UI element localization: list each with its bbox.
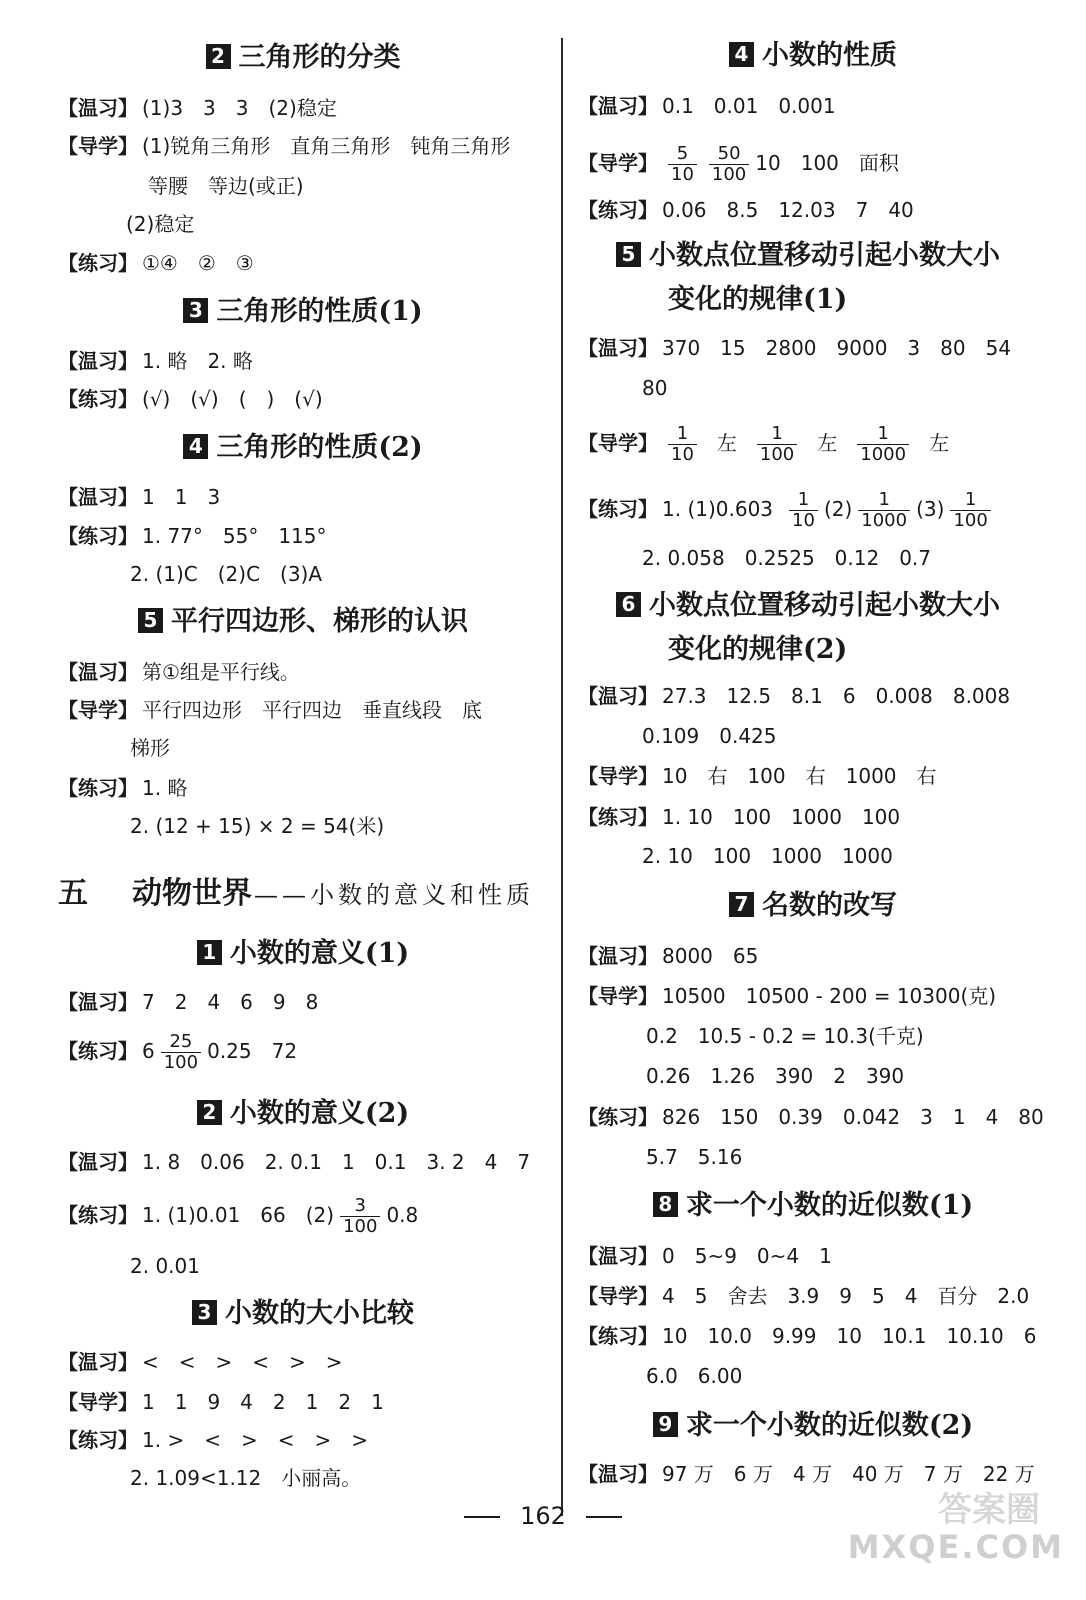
answer-text: 10 10.0 9.99 10 10.1 10.10 6 <box>662 1324 1037 1348</box>
answer-continuation: 2. (12 + 15) × 2 = 54(米) <box>130 814 385 838</box>
answer-continuation: 2. 0.01 <box>130 1254 200 1278</box>
tag-lianxi: 【练习】 <box>578 198 658 222</box>
fraction-denominator: 100 <box>343 1216 378 1237</box>
fraction <box>789 490 818 531</box>
answer-continuation: 2. 0.058 0.2525 0.12 0.7 <box>642 546 932 570</box>
answer-continuation: 80 <box>642 376 668 400</box>
tag-wenxi: 【温习】 <box>578 1244 658 1268</box>
fraction <box>340 1196 380 1237</box>
tag-lianxi: 【练习】 <box>58 524 138 548</box>
answer-row <box>578 1322 1036 1350</box>
answer-text: 97 万 6 万 4 万 40 万 7 万 22 万 <box>662 1462 1035 1486</box>
section-title <box>578 1406 1048 1446</box>
tag-lianxi: 【练习】 <box>58 776 138 800</box>
answer-text: (1)3 3 3 (2)稳定 <box>142 96 337 120</box>
fraction-numerator: 50 <box>709 144 749 165</box>
section-number-badge: 9 <box>653 1412 678 1437</box>
answer-row <box>58 1148 530 1176</box>
answer-row <box>58 774 187 802</box>
tag-daoxue: 【导学】 <box>58 1390 138 1414</box>
page-number-dash <box>464 1516 500 1518</box>
section-title-text: 小数的大小比较 <box>225 1298 414 1329</box>
answer-row <box>58 483 220 511</box>
answer-text: 826 150 0.39 0.042 3 1 4 80 <box>662 1105 1044 1129</box>
answer-text: 0.06 8.5 12.03 7 40 <box>662 198 914 222</box>
answer-row <box>578 762 937 790</box>
answer-text: (3) <box>916 497 945 521</box>
answer-text: 1. (1)0.603 <box>662 497 774 521</box>
tag-lianxi: 【练习】 <box>58 251 138 275</box>
answer-continuation: 0.2 10.5 - 0.2 = 10.3(千克) <box>646 1024 924 1048</box>
answer-row <box>58 1388 384 1416</box>
section-title-text: 小数的意义(2) <box>229 1098 410 1129</box>
answer-row <box>578 196 914 224</box>
column-divider <box>561 38 563 1516</box>
fraction-denominator: 100 <box>953 510 988 531</box>
answer-row <box>58 1032 297 1073</box>
answer-text: 左 <box>716 431 737 455</box>
section-number-badge: 8 <box>653 1192 678 1217</box>
fraction-numerator: 25 <box>161 1032 201 1053</box>
fraction-denominator: 1000 <box>861 510 908 531</box>
answer-text: 1 1 9 4 2 1 2 1 <box>142 1390 384 1414</box>
answer-text: 1. (1)0.01 66 (2) <box>142 1203 335 1227</box>
section-title-text: 小数的性质 <box>762 40 897 71</box>
fraction-numerator: 5 <box>668 144 697 165</box>
answer-text: 平行四边形 平行四边 垂直线段 底 <box>142 698 482 722</box>
answer-text: 1. 10 100 1000 100 <box>662 805 901 829</box>
answer-row <box>578 1282 1029 1310</box>
answer-text: 1. 8 0.06 2. 0.1 1 0.1 3. 2 4 7 <box>142 1150 531 1174</box>
answer-text: 10 100 面积 <box>755 151 899 175</box>
section-title-text: 三角形的性质(2) <box>216 432 423 463</box>
answer-row <box>578 942 758 970</box>
answer-text: 370 15 2800 9000 3 80 54 <box>662 336 1012 360</box>
section-title-text: 求一个小数的近似数(1) <box>685 1190 974 1221</box>
tag-daoxue: 【导学】 <box>578 431 658 455</box>
answer-text: 左 <box>929 431 950 455</box>
answer-continuation: (2)稳定 <box>126 212 195 236</box>
watermark-logo: 答案圈 <box>938 1490 1040 1530</box>
unit-title <box>58 868 534 912</box>
answer-continuation: 2. (1)C (2)C (3)A <box>130 562 323 586</box>
answer-row <box>58 132 510 160</box>
answer-continuation: 5.7 5.16 <box>646 1145 743 1169</box>
tag-wenxi: 【温习】 <box>58 990 138 1014</box>
answer-row <box>578 682 1010 710</box>
fraction <box>161 1032 201 1073</box>
section-number-badge: 5 <box>138 608 163 633</box>
tag-wenxi: 【温习】 <box>578 336 658 360</box>
answer-text: < < > < > > <box>142 1350 343 1374</box>
tag-wenxi: 【温习】 <box>578 684 658 708</box>
fraction-numerator: 1 <box>757 424 797 445</box>
answer-row <box>578 144 899 185</box>
tag-daoxue: 【导学】 <box>578 1284 658 1308</box>
answer-continuation: 0.109 0.425 <box>642 724 777 748</box>
answer-text: 10 右 100 右 1000 右 <box>662 764 937 788</box>
section-title-text: 小数点位置移动引起小数大小 <box>649 240 1000 271</box>
section-title <box>58 1294 548 1334</box>
tag-wenxi: 【温习】 <box>58 1150 138 1174</box>
answer-text: 0.1 0.01 0.001 <box>662 94 836 118</box>
section-title <box>58 934 548 974</box>
answer-row <box>578 92 836 120</box>
section-number-badge: 4 <box>183 434 208 459</box>
answer-row <box>578 1242 832 1270</box>
answer-text: (1)锐角三角形 直角三角形 钝角三角形 <box>142 134 511 158</box>
section-number-badge: 4 <box>729 42 754 67</box>
section-number-badge: 5 <box>616 242 641 267</box>
answer-row <box>578 982 996 1010</box>
answer-text: 1. 77° 55° 115° <box>142 524 327 548</box>
section-title <box>58 428 548 468</box>
fraction <box>857 424 909 465</box>
page-number-text: 162 <box>520 1502 566 1530</box>
answer-text: 0 5~9 0~4 1 <box>662 1244 832 1268</box>
section-number-badge: 6 <box>616 592 641 617</box>
answer-row <box>58 696 482 724</box>
fraction-numerator: 3 <box>340 1196 380 1217</box>
answer-row <box>578 334 1011 362</box>
tag-wenxi: 【温习】 <box>58 96 138 120</box>
answer-text: 27.3 12.5 8.1 6 0.008 8.008 <box>662 684 1011 708</box>
section-title <box>58 292 548 332</box>
answer-continuation: 等腰 等边(或正) <box>148 174 304 198</box>
tag-lianxi: 【练习】 <box>58 1428 138 1452</box>
tag-wenxi: 【温习】 <box>578 1462 658 1486</box>
answer-text: 4 5 舍去 3.9 9 5 4 百分 2.0 <box>662 1284 1030 1308</box>
fraction-denominator: 10 <box>671 444 694 465</box>
answer-text: ①④ ② ③ <box>142 251 254 275</box>
tag-daoxue: 【导学】 <box>578 984 658 1008</box>
answer-text: 第①组是平行线。 <box>142 660 300 684</box>
answer-row <box>58 1196 418 1237</box>
section-number-badge: 3 <box>192 1300 217 1325</box>
section-number-badge: 3 <box>183 298 208 323</box>
section-title <box>578 886 1048 926</box>
tag-wenxi: 【温习】 <box>58 660 138 684</box>
section-title <box>578 36 1048 76</box>
answer-row <box>578 424 963 465</box>
answer-row <box>58 522 327 550</box>
answer-text: 1 1 3 <box>142 485 221 509</box>
page-number <box>0 1502 1086 1530</box>
section-title-text: 求一个小数的近似数(2) <box>685 1410 974 1441</box>
answer-continuation: 2. 1.09<1.12 小丽高。 <box>130 1466 362 1490</box>
answer-continuation: 0.26 1.26 390 2 390 <box>646 1064 905 1088</box>
section-number-badge: 2 <box>206 44 231 69</box>
unit-number: 五 <box>58 876 88 911</box>
answer-text: 8000 65 <box>662 944 759 968</box>
answer-text: 6 <box>142 1039 155 1063</box>
tag-wenxi: 【温习】 <box>58 349 138 373</box>
answer-row <box>58 1426 368 1454</box>
answer-text: 1. 略 <box>142 776 188 800</box>
answer-row <box>58 658 300 686</box>
answer-row <box>58 1348 343 1376</box>
fraction-denominator: 1000 <box>860 444 907 465</box>
answer-row <box>578 490 997 531</box>
answer-row <box>58 249 254 277</box>
section-title-text: 三角形的性质(1) <box>216 296 423 327</box>
answer-text: 0.25 72 <box>207 1039 298 1063</box>
tag-lianxi: 【练习】 <box>58 1203 138 1227</box>
fraction <box>668 144 697 185</box>
tag-daoxue: 【导学】 <box>578 151 658 175</box>
fraction-denominator: 100 <box>711 164 747 185</box>
section-title <box>58 38 548 78</box>
section-title-text: 小数的意义(1) <box>229 938 410 969</box>
section-title-text-line2: 变化的规律(1) <box>668 284 848 315</box>
unit-name: 动物世界 <box>132 876 252 911</box>
answer-row <box>578 1103 1044 1131</box>
tag-wenxi: 【温习】 <box>578 94 658 118</box>
section-title <box>616 586 1048 670</box>
section-number-badge: 1 <box>197 940 222 965</box>
fraction <box>709 144 749 185</box>
section-title-text: 名数的改写 <box>762 890 897 921</box>
fraction-denominator: 10 <box>671 164 694 185</box>
answer-text: 10500 10500 - 200 = 10300(克) <box>662 984 997 1008</box>
section-number-badge: 2 <box>197 1100 222 1125</box>
page-number-dash <box>586 1516 622 1518</box>
fraction-numerator: 1 <box>858 490 910 511</box>
fraction-numerator: 1 <box>857 424 909 445</box>
answer-text: (√) (√) ( ) (√) <box>142 387 323 411</box>
tag-lianxi: 【练习】 <box>578 1324 658 1348</box>
answer-continuation: 2. 10 100 1000 1000 <box>642 844 893 868</box>
tag-wenxi: 【温习】 <box>58 485 138 509</box>
section-title-text: 小数点位置移动引起小数大小 <box>649 590 1000 621</box>
unit-subtitle: ——小数的意义和性质 <box>254 881 534 909</box>
fraction-numerator: 1 <box>789 490 818 511</box>
tag-daoxue: 【导学】 <box>58 698 138 722</box>
fraction-denominator: 100 <box>759 444 795 465</box>
answer-row <box>58 988 318 1016</box>
section-title-text: 平行四边形、梯形的认识 <box>171 606 468 637</box>
answer-continuation: 6.0 6.00 <box>646 1364 743 1388</box>
section-title <box>616 236 1048 320</box>
tag-lianxi: 【练习】 <box>578 1105 658 1129</box>
tag-lianxi: 【练习】 <box>58 387 138 411</box>
answer-text: 1. 略 2. 略 <box>142 349 253 373</box>
tag-daoxue: 【导学】 <box>58 134 138 158</box>
tag-lianxi: 【练习】 <box>578 497 658 521</box>
tag-wenxi: 【温习】 <box>578 944 658 968</box>
answer-text: 左 <box>817 431 838 455</box>
watermark-text: MXQE.COM <box>847 1528 1064 1566</box>
answer-row <box>58 347 253 375</box>
answer-text: 1. > < > < > > <box>142 1428 368 1452</box>
fraction <box>668 424 697 465</box>
fraction-denominator: 100 <box>163 1052 199 1073</box>
fraction-numerator: 1 <box>950 490 990 511</box>
answer-text: 7 2 4 6 9 8 <box>142 990 319 1014</box>
section-title <box>58 1094 548 1134</box>
answer-row <box>58 94 337 122</box>
tag-lianxi: 【练习】 <box>578 805 658 829</box>
answer-continuation: 梯形 <box>130 736 170 760</box>
fraction-denominator: 10 <box>792 510 815 531</box>
tag-wenxi: 【温习】 <box>58 1350 138 1374</box>
tag-lianxi: 【练习】 <box>58 1039 138 1063</box>
section-number-badge: 7 <box>729 892 754 917</box>
section-title-text: 三角形的分类 <box>238 42 401 73</box>
fraction-numerator: 1 <box>668 424 697 445</box>
section-title <box>578 1186 1048 1226</box>
fraction <box>757 424 797 465</box>
fraction <box>858 490 910 531</box>
answer-row <box>58 385 323 413</box>
section-title-text-line2: 变化的规律(2) <box>668 634 848 665</box>
tag-daoxue: 【导学】 <box>578 764 658 788</box>
answer-row <box>578 803 900 831</box>
answer-text: (2) <box>823 497 853 521</box>
fraction <box>950 490 990 531</box>
section-title <box>58 602 548 642</box>
answer-text: 0.8 <box>386 1203 419 1227</box>
